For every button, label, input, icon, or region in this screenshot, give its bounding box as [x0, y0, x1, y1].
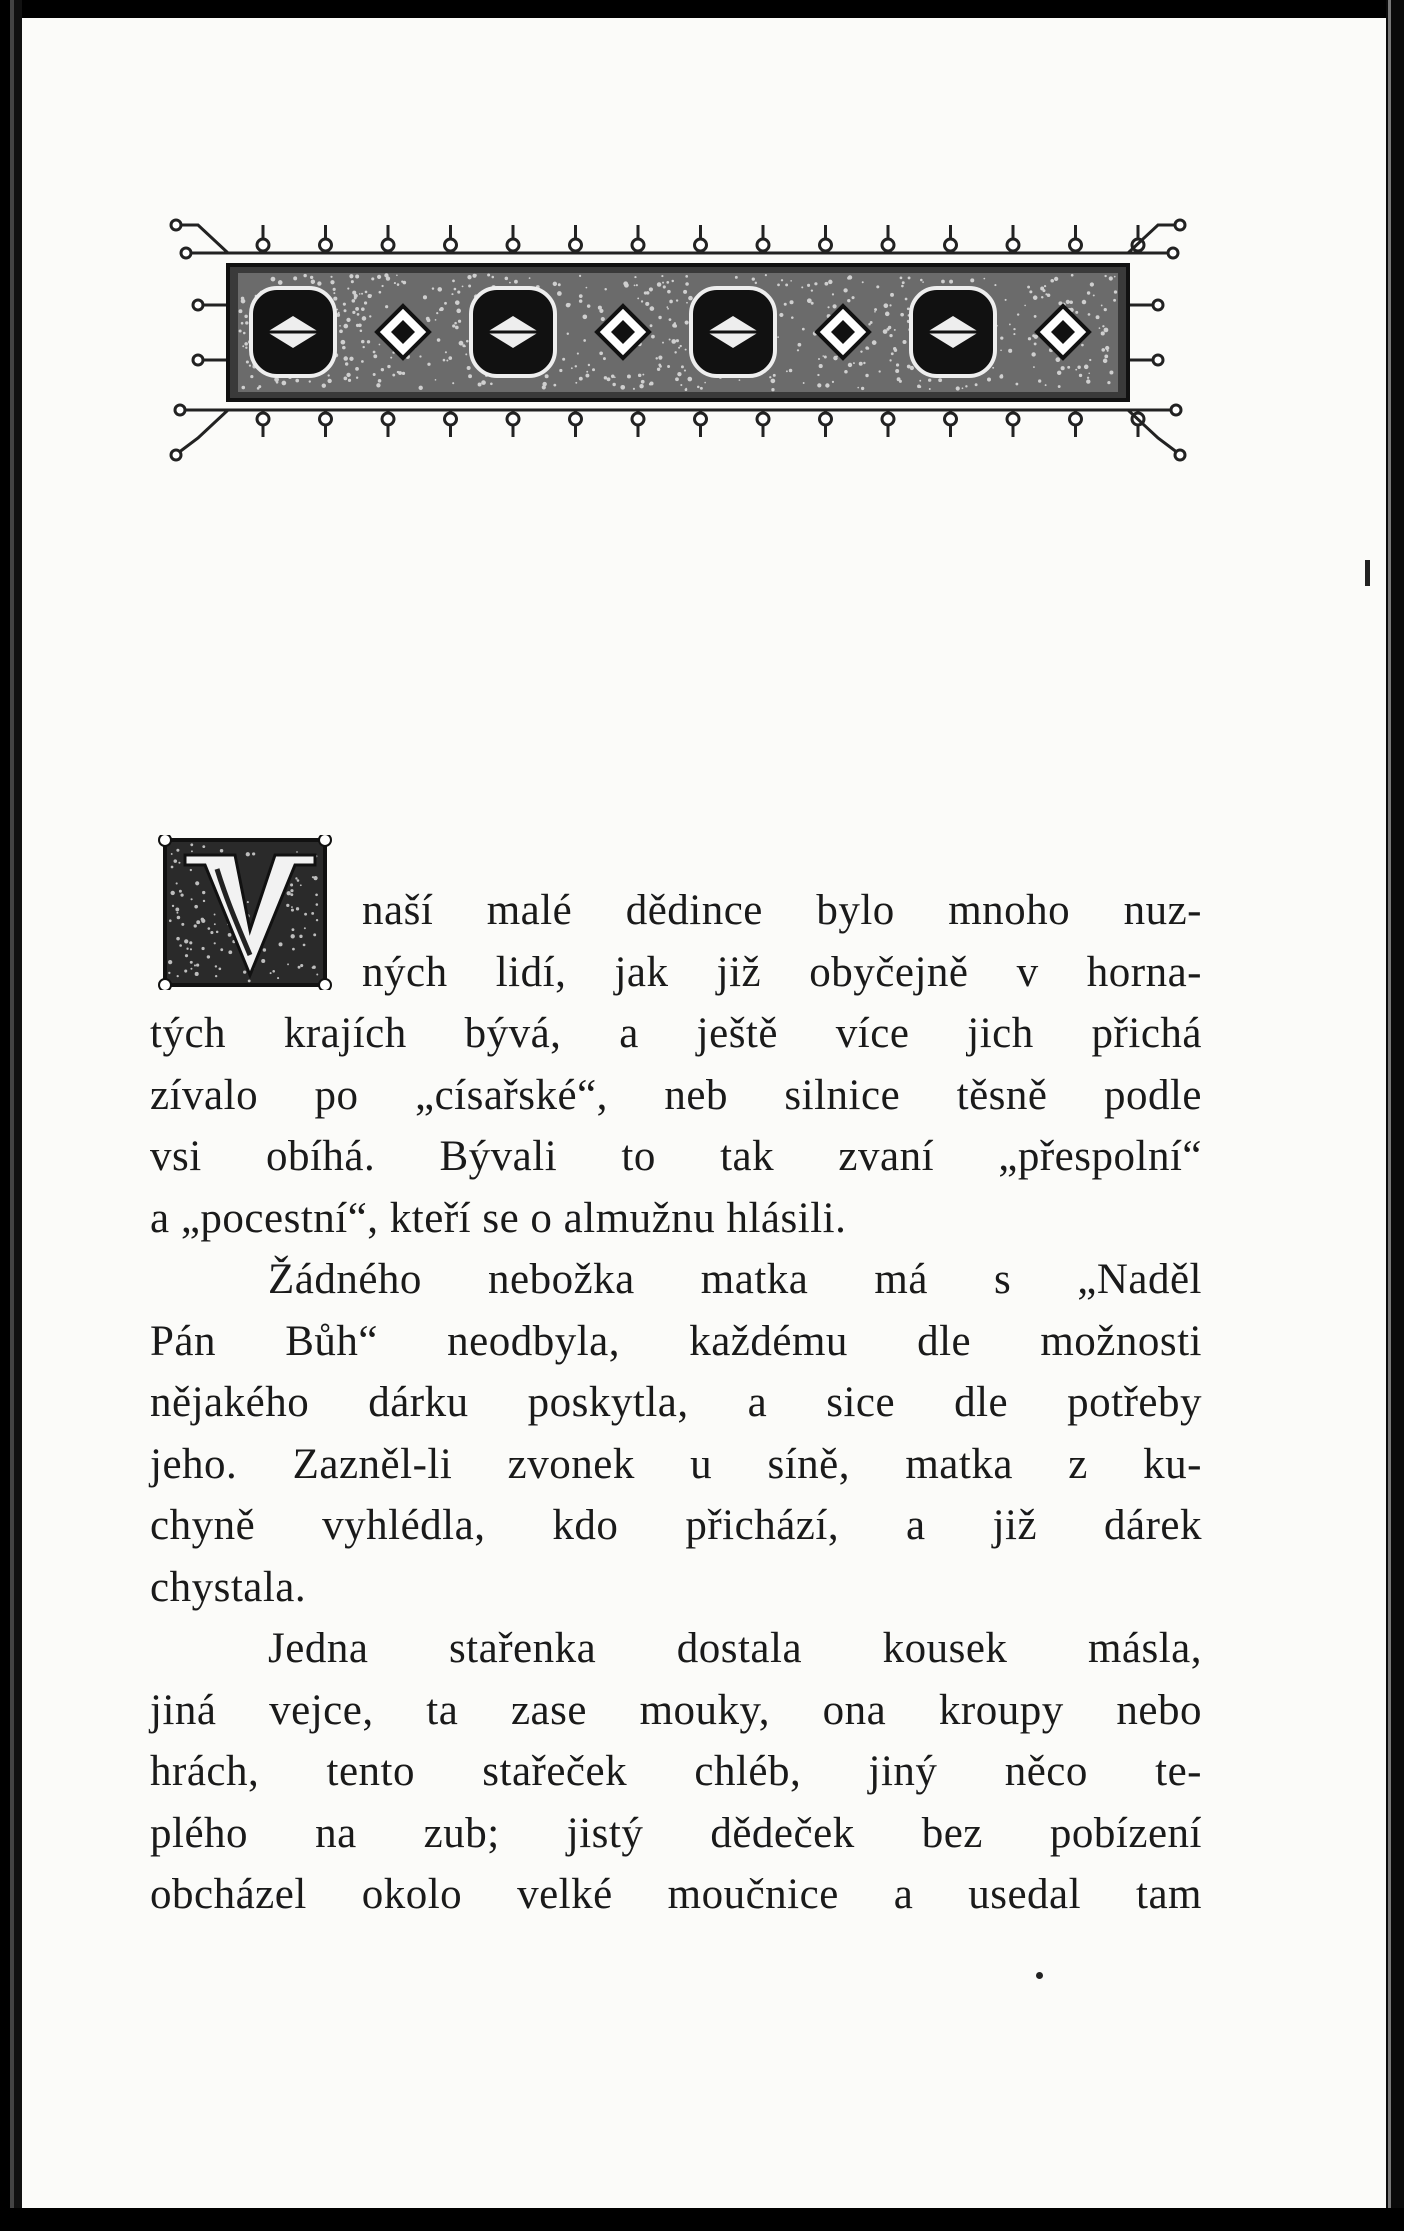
text-line: obcházel okolo velké moučnice a usedal tam	[150, 1871, 1202, 1918]
text-line: Žádného nebožka matka má s „Naděl	[268, 1256, 1202, 1303]
decorative-header-ornament	[168, 205, 1196, 463]
text-line: jeho. Zazněl-li zvonek u síně, matka z ku-	[150, 1440, 1202, 1488]
scan-top-edge	[0, 0, 1404, 18]
scan-left-edge	[0, 0, 22, 2231]
body-text	[150, 880, 1202, 1926]
text-line: Jedna stařenka dostala kousek másla,	[268, 1625, 1202, 1672]
text-line: hrách, tento stařeček chléb, jiný něco te-	[150, 1748, 1202, 1795]
text-line: chystala.	[150, 1563, 307, 1611]
paragraph-1-start	[150, 880, 1202, 1003]
text-line: naší malé dědince bylo mnoho nuz-	[362, 887, 1202, 934]
text-line: nějakého dárku poskytla, a sice dle potřeby	[150, 1379, 1202, 1426]
scan-bottom-edge	[0, 2208, 1404, 2231]
text-line: chyně vyhlédla, kdo přichází, a již dárek	[150, 1502, 1202, 1549]
text-line: jiná vejce, ta zase mouky, ona kroupy nebo	[150, 1686, 1202, 1734]
text-line: plého na zub; jistý dědeček bez pobízení	[150, 1809, 1202, 1857]
text-line: vsi obíhá. Bývali to tak zvaní „přespolní“	[150, 1133, 1202, 1180]
scan-right-edge	[1386, 0, 1404, 2231]
text-line: ných lidí, jak již obyčejně v horna-	[362, 948, 1202, 996]
text-line: a „pocestní“, kteří se o almužnu hlásili.	[150, 1194, 847, 1242]
text-line: Pán Bůh“ neodbyla, každému dle možnosti	[150, 1317, 1202, 1365]
text-line: zívalo po „císařské“, neb silnice těsně podle	[150, 1071, 1202, 1119]
text-line: tých krajích bývá, a ještě více jich přichá	[150, 1010, 1202, 1057]
